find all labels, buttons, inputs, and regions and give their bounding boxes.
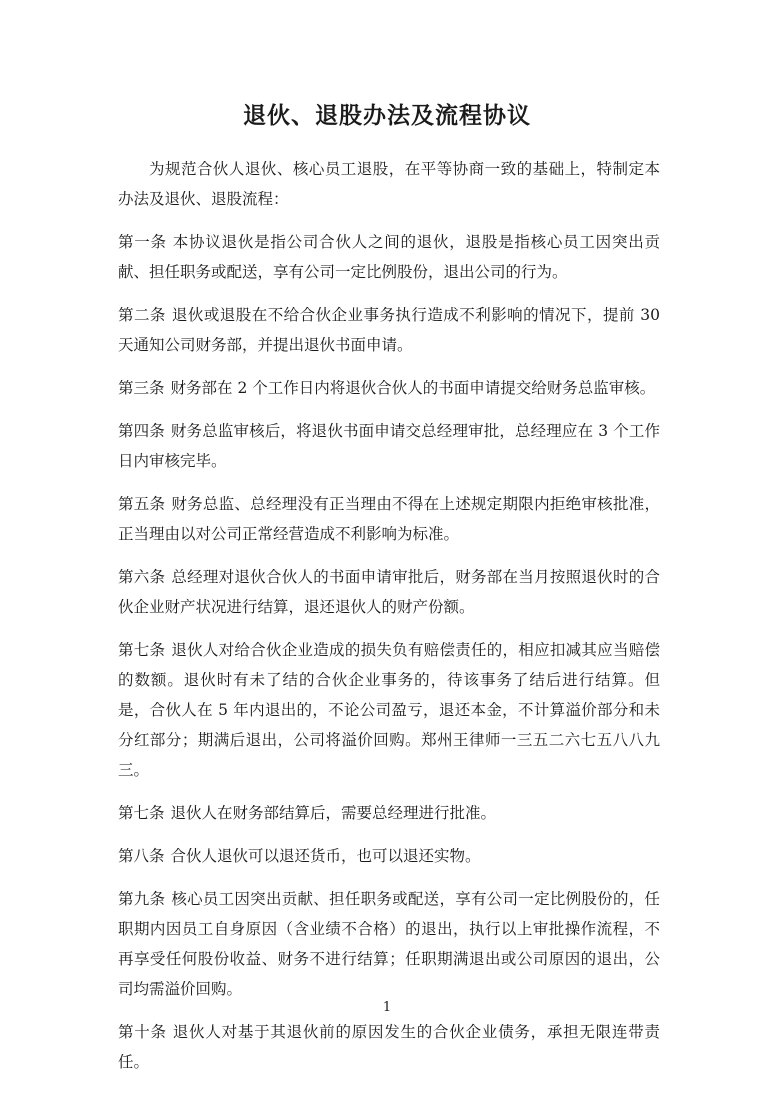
article-7b [118, 798, 660, 828]
article-6 [118, 562, 660, 622]
article-text: 核心员工因突出贡献、担任职务或配送，享有公司一定比例股份的，任职期内因员工自身原因（含业绩不合格）的退出，执行以上审批操作流程，不再享受任何股份收益、财务不进行结算；任职期满退出或公司原因的退出，公司均需溢价回购。 [118, 890, 660, 998]
article-text: 总经理对退伙合伙人的书面申请审批后，财务部在当月按照退伙时的合伙企业财产状况进行结算，退还退伙人的财产份额。 [118, 568, 660, 616]
article-8 [118, 841, 660, 871]
article-text: 财务总监审核后，将退伙书面申请交总经理审批，总经理应在 3 个工作日内审核完毕。 [118, 422, 660, 470]
article-text: 退伙或退股在不给合伙企业事务执行造成不利影响的情况下，提前 30 天通知公司财务部，并提出退伙书面申请。 [118, 306, 660, 354]
article-text: 财务总监、总经理没有正当理由不得在上述规定期限内拒绝审核批准，正当理由以对公司正常经营造成不利影响为标准。 [118, 495, 660, 543]
article-1 [118, 227, 660, 287]
document-title: 退伙、退股办法及流程协议 [243, 103, 531, 129]
article-4 [118, 416, 660, 476]
article-label: 第一条 [118, 233, 167, 251]
article-label: 第二条 [118, 306, 166, 324]
article-9 [118, 884, 660, 1004]
article-text: 退伙人对给合伙企业造成的损失负有赔偿责任的，相应扣减其应当赔偿的数额。退伙时有未了结的合伙企业事务的，待该事务了结后进行结算。但是，合伙人在 5 年内退出的，不论公司盈亏，退还本金，不计算溢价部分和未分红部分；期满后退出，公司将溢价回购。郑州王律师一三五二六七五八八九三。 [118, 641, 660, 779]
article-label: 第七条 [118, 804, 165, 822]
article-5 [118, 489, 660, 549]
article-3 [118, 373, 660, 403]
intro-paragraph: 为规范合伙人退伙、核心员工退股，在平等协商一致的基础上，特制定本办法及退伙、退股流程： [118, 160, 660, 208]
article-text: 退伙人对基于其退伙前的原因发生的合伙企业债务，承担无限连带责任。 [118, 1023, 660, 1071]
article-10 [118, 1017, 660, 1077]
article-text: 财务部在 2 个工作日内将退伙合伙人的书面申请提交给财务总监审核。 [170, 379, 656, 397]
article-2 [118, 300, 660, 360]
article-text: 退伙人在财务部结算后，需要总经理进行批准。 [170, 804, 497, 822]
article-7 [118, 635, 660, 785]
document-body [118, 154, 660, 1090]
article-label: 第十条 [118, 1023, 167, 1041]
article-label: 第四条 [118, 422, 165, 440]
article-label: 第七条 [118, 641, 166, 659]
article-label: 第八条 [118, 847, 165, 865]
page-number: 1 [382, 1000, 392, 1015]
article-text: 本协议退伙是指公司合伙人之间的退伙，退股是指核心员工因突出贡献、担任职务或配送，享有公司一定比例股份，退出公司的行为。 [118, 233, 660, 281]
article-text: 合伙人退伙可以退还货币，也可以退还实物。 [170, 847, 481, 865]
article-label: 第九条 [118, 890, 166, 908]
article-label: 第五条 [118, 495, 166, 513]
article-label: 第六条 [118, 568, 166, 586]
article-label: 第三条 [118, 379, 165, 397]
